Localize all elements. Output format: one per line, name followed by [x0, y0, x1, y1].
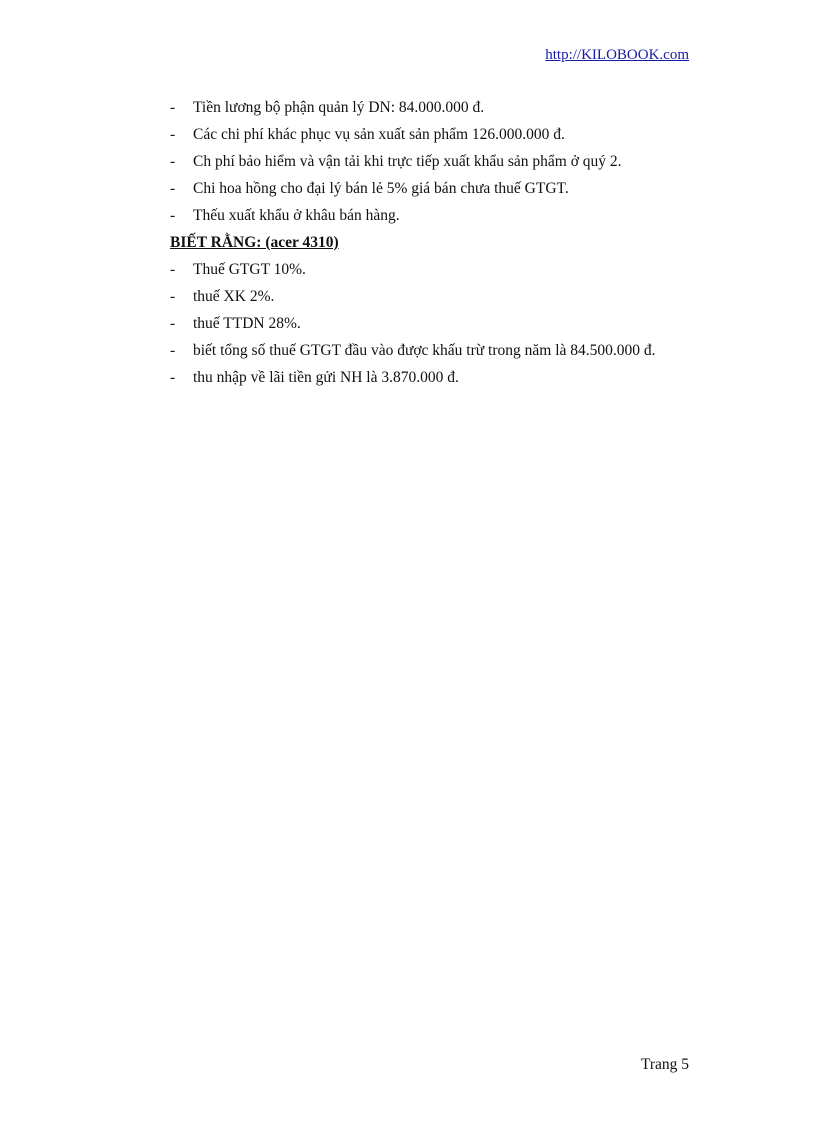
list-item-text: Thuế GTGT 10%.	[193, 261, 306, 278]
list-item	[170, 175, 730, 202]
list-item	[170, 94, 730, 121]
list-dash: -	[170, 180, 176, 197]
list-item-text: thuế XK 2%.	[193, 288, 275, 305]
list-item-text: thu nhập về lãi tiền gửi NH là 3.870.000 đ.	[193, 369, 459, 386]
document-body	[170, 94, 730, 391]
list-item-text: Ch phí bảo hiểm và vận tải khi trực tiếp xuất khẩu sản phẩm ở quý 2.	[193, 153, 622, 170]
list-item	[170, 256, 730, 283]
list-item-text: Tiền lương bộ phận quản lý DN: 84.000.000 đ.	[193, 99, 485, 116]
list-item	[170, 337, 730, 364]
list-item-text: Chi hoa hồng cho đại lý bán lẻ 5% giá bán chưa thuế GTGT.	[193, 180, 569, 197]
list-dash: -	[170, 342, 176, 359]
list-dash: -	[170, 126, 176, 143]
page-number: Trang 5	[640, 1056, 689, 1073]
list-dash: -	[170, 288, 176, 305]
list-dash: -	[170, 153, 176, 170]
list-item-text: biết tổng số thuế GTGT đầu vào được khấu trừ trong năm là 84.500.000 đ.	[193, 342, 656, 359]
tax-info-list	[170, 256, 730, 391]
list-item	[170, 283, 730, 310]
list-item	[170, 202, 730, 229]
list-dash: -	[170, 99, 176, 116]
list-item	[170, 364, 730, 391]
list-item	[170, 121, 730, 148]
list-dash: -	[170, 207, 176, 224]
list-dash: -	[170, 261, 176, 278]
list-item-text: thuế TTDN 28%.	[193, 315, 301, 332]
list-dash: -	[170, 369, 176, 386]
section-heading: BIẾT RẰNG: (acer 4310)	[170, 234, 339, 251]
header-link[interactable]: http://KILOBOOK.com	[545, 47, 689, 63]
expense-list	[170, 94, 730, 229]
list-item-text: Các chi phí khác phục vụ sản xuất sản phẩm 126.000.000 đ.	[193, 126, 565, 143]
list-dash: -	[170, 315, 176, 332]
list-item-text: Thếu xuất khẩu ở khâu bán hàng.	[193, 207, 400, 224]
list-item	[170, 310, 730, 337]
list-item	[170, 148, 730, 175]
